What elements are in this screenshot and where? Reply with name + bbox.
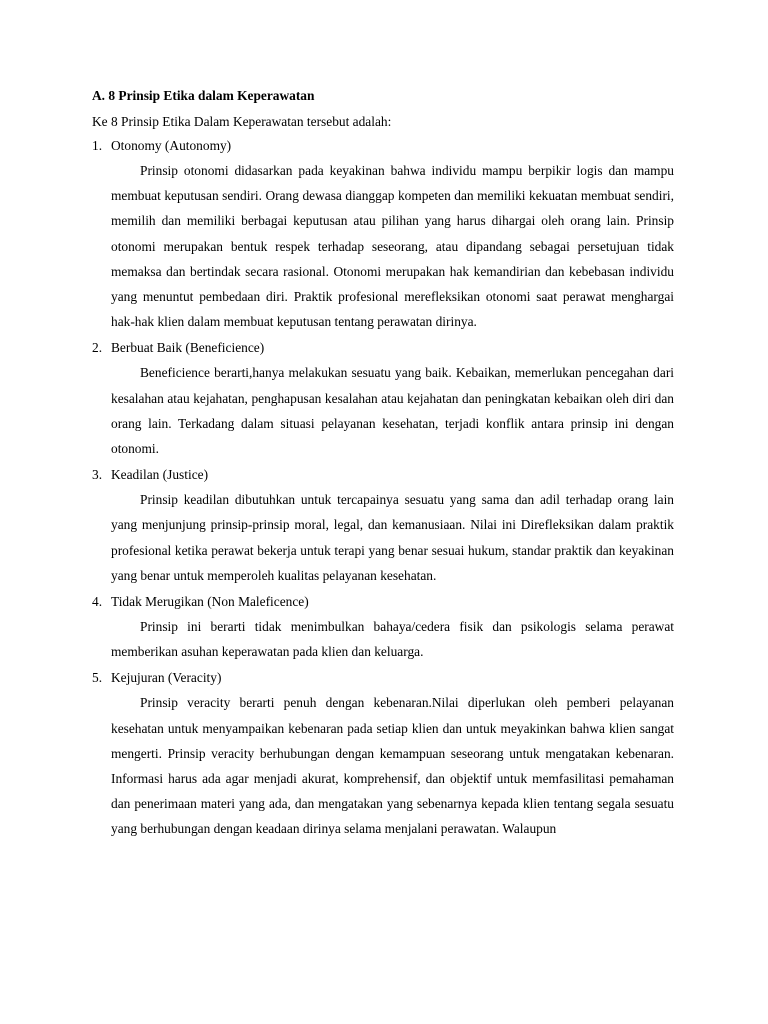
item-title: Keadilan (Justice)	[111, 467, 209, 483]
item-paragraph: Prinsip keadilan dibutuhkan untuk tercapainya sesuatu yang sama dan adil terhadap orang lain yang menjunjung prinsip-prinsip moral, legal, dan kemanusiaan. Nilai ini Direfleksikan dalam praktik profesional ketika perawat bekerja untuk terapi yang benar sesuai hukum, standar praktik dan keyakinan yang benar untuk memperoleh kualitas pelayanan kesehatan.	[111, 492, 674, 583]
item-number: 5.	[92, 670, 103, 686]
document-body	[92, 86, 674, 846]
list-item-beneficience	[92, 338, 674, 461]
list-item-justice	[92, 465, 674, 588]
item-paragraph: Prinsip ini berarti tidak menimbulkan bahaya/cedera fisik dan psikologis selama perawat memberikan asuhan keperawatan pada klien dan keluarga.	[111, 619, 674, 660]
item-number: 4.	[92, 594, 103, 610]
item-title: Tidak Merugikan (Non Maleficence)	[111, 594, 309, 610]
item-title: Kejujuran (Veracity)	[111, 670, 222, 686]
list-item-veracity	[92, 668, 674, 841]
item-title-row	[92, 465, 674, 485]
item-number: 2.	[92, 340, 103, 356]
item-paragraph: Prinsip otonomi didasarkan pada keyakinan bahwa individu mampu berpikir logis dan mampu membuat keputusan sendiri. Orang dewasa dianggap kompeten dan memiliki kekuatan membuat sendiri, memilih dan memiliki berbagai keputusan atau pilihan yang harus dihargai oleh orang lain. Prinsip otonomi merupakan bentuk respek terhadap seseorang, atau dipandang sebagai persetujuan tidak memaksa dan bertindak secara rasional. Otonomi merupakan hak kemandirian dan kebebasan individu yang menuntut pembedaan diri. Praktik profesional merefleksikan otonomi saat perawat menghargai hak-hak klien dalam membuat keputusan tentang perawatan dirinya.	[111, 163, 674, 330]
list-item-otonomy	[92, 136, 674, 334]
item-number: 1.	[92, 138, 103, 153]
item-title-row	[92, 136, 674, 156]
item-paragraph: Prinsip veracity berarti penuh dengan kebenaran.Nilai diperlukan oleh pemberi pelayanan kesehatan untuk menyampaikan kebenaran pada setiap klien dan untuk meyakinkan bahwa klien sangat mengerti. Prinsip veracity berhubungan dengan kemampuan seseorang untuk mengatakan kebenaran. Informasi harus ada agar menjadi akurat, komprehensif, dan objektif untuk memfasilitasi pemahaman dan penerimaan materi yang ada, dan mengatakan yang sebenarnya kepada klien tentang segala sesuatu yang berhubungan dengan keadaan dirinya selama menjalani perawatan. Walaupun	[111, 695, 674, 837]
list-item-non-maleficence	[92, 592, 674, 664]
item-number: 3.	[92, 467, 103, 483]
item-title-row	[92, 338, 674, 358]
item-paragraph: Beneficience berarti,hanya melakukan sesuatu yang baik. Kebaikan, memerlukan pencegahan dari kesalahan atau kejahatan, penghapusan kesalahan atau kejahatan dan peningkatan kebaikan oleh diri dan orang lain. Terkadang dalam situasi pelayanan kesehatan, terjadi konflik antara prinsip ini dengan otonomi.	[111, 365, 674, 457]
section-heading: A. 8 Prinsip Etika dalam Keperawatan	[92, 88, 315, 103]
item-title-row	[92, 592, 674, 612]
intro-text: Ke 8 Prinsip Etika Dalam Keperawatan tersebut adalah:	[92, 114, 392, 129]
item-title-row	[92, 668, 674, 688]
item-title: Berbuat Baik (Beneficience)	[111, 340, 265, 356]
item-title: Otonomy (Autonomy)	[111, 138, 232, 153]
